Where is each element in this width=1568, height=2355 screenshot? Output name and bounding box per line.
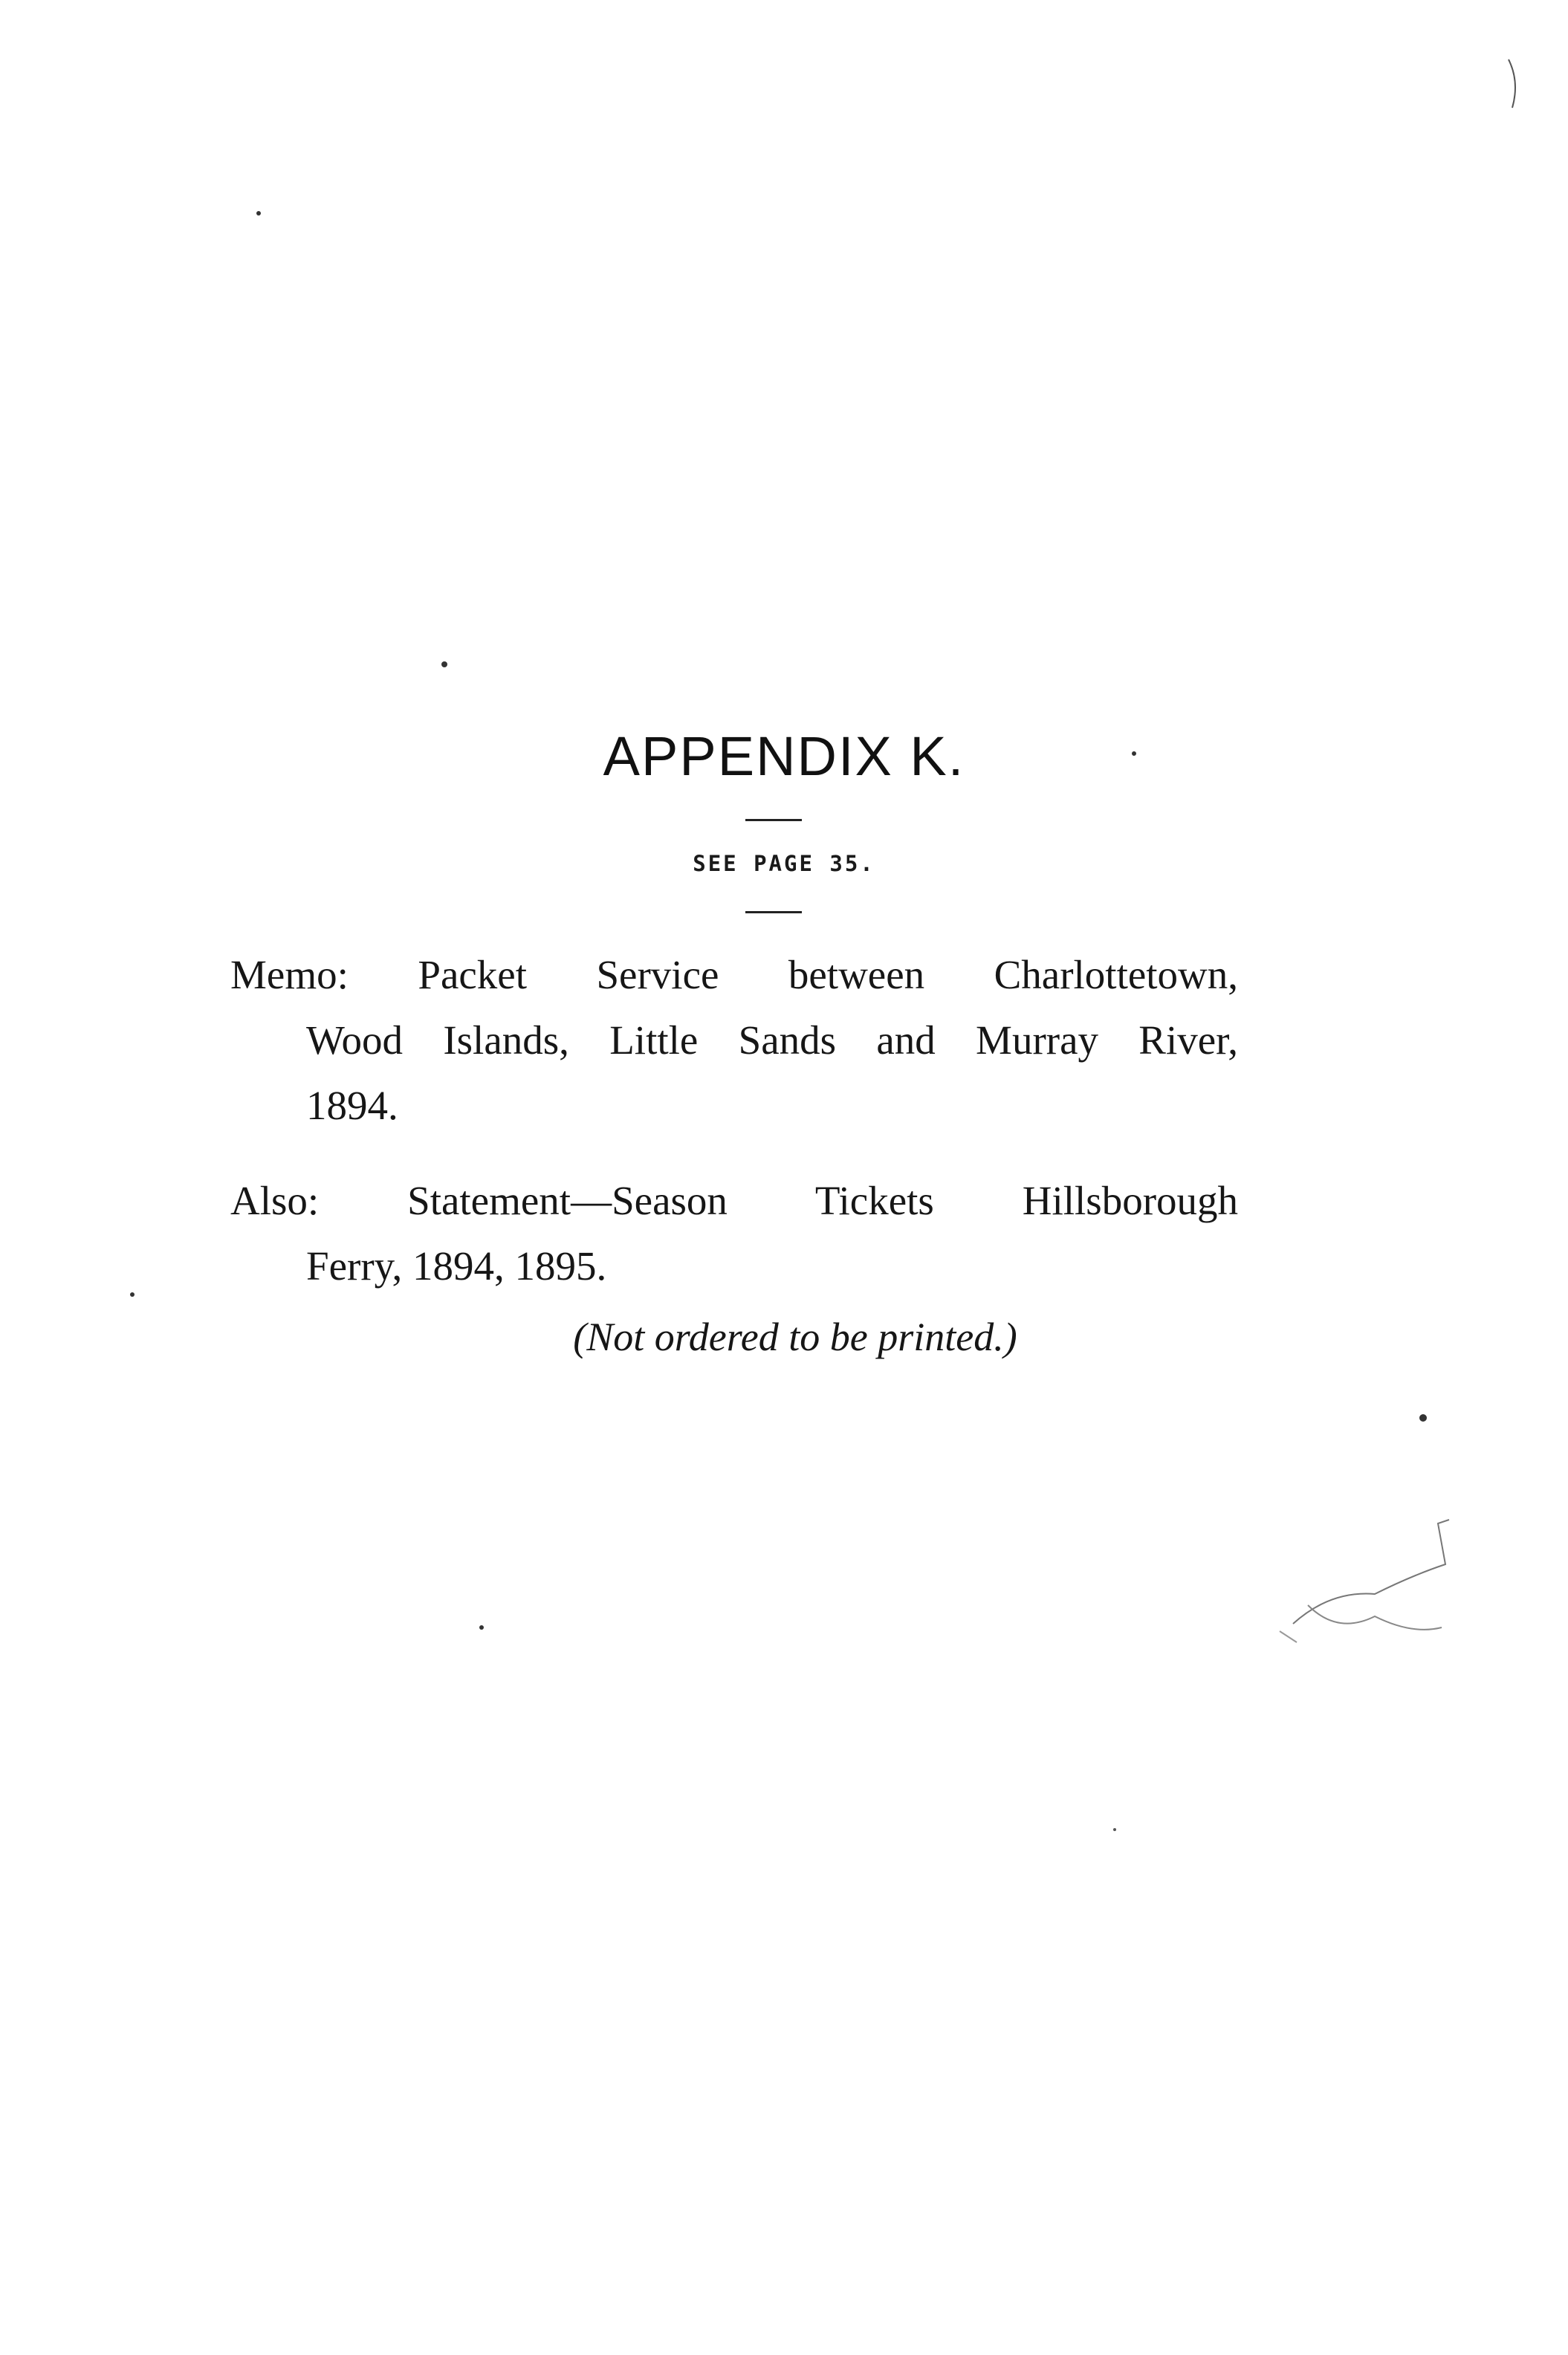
also-word: Also: (230, 1178, 320, 1223)
memo-word: Islands, (443, 1017, 569, 1063)
memo-word: River, (1138, 1017, 1239, 1063)
memo-word: and (876, 1017, 936, 1063)
memo-word: Memo: (230, 952, 349, 997)
memo-entry (230, 942, 1238, 1138)
also-entry (230, 1168, 1238, 1299)
upper-rule (745, 819, 802, 821)
memo-word: Murray (976, 1017, 1098, 1063)
memo-word: Little (609, 1017, 699, 1063)
memo-line-3: 1894. (306, 1083, 398, 1128)
print-note: (Not ordered to be printed.) (573, 1315, 1017, 1359)
also-line-2: Ferry, 1894, 1895. (306, 1243, 607, 1289)
page-reference: SEE PAGE 35. (693, 851, 875, 876)
memo-word: Service (596, 952, 719, 997)
also-line-1 (230, 1168, 1238, 1234)
memo-line-1 (230, 942, 1238, 1008)
memo-line-2 (230, 1008, 1238, 1073)
memo-word: Sands (738, 1017, 837, 1063)
appendix-heading: APPENDIX K. (603, 725, 965, 787)
memo-word: between (788, 952, 925, 997)
also-word: Tickets (814, 1178, 934, 1223)
also-word: Statement—Season (407, 1178, 728, 1223)
also-word: Hillsborough (1022, 1178, 1239, 1223)
memo-word: Packet (418, 952, 527, 997)
memo-word: Charlottetown, (994, 952, 1239, 997)
lower-rule (745, 911, 802, 913)
memo-word: Wood (306, 1017, 404, 1063)
